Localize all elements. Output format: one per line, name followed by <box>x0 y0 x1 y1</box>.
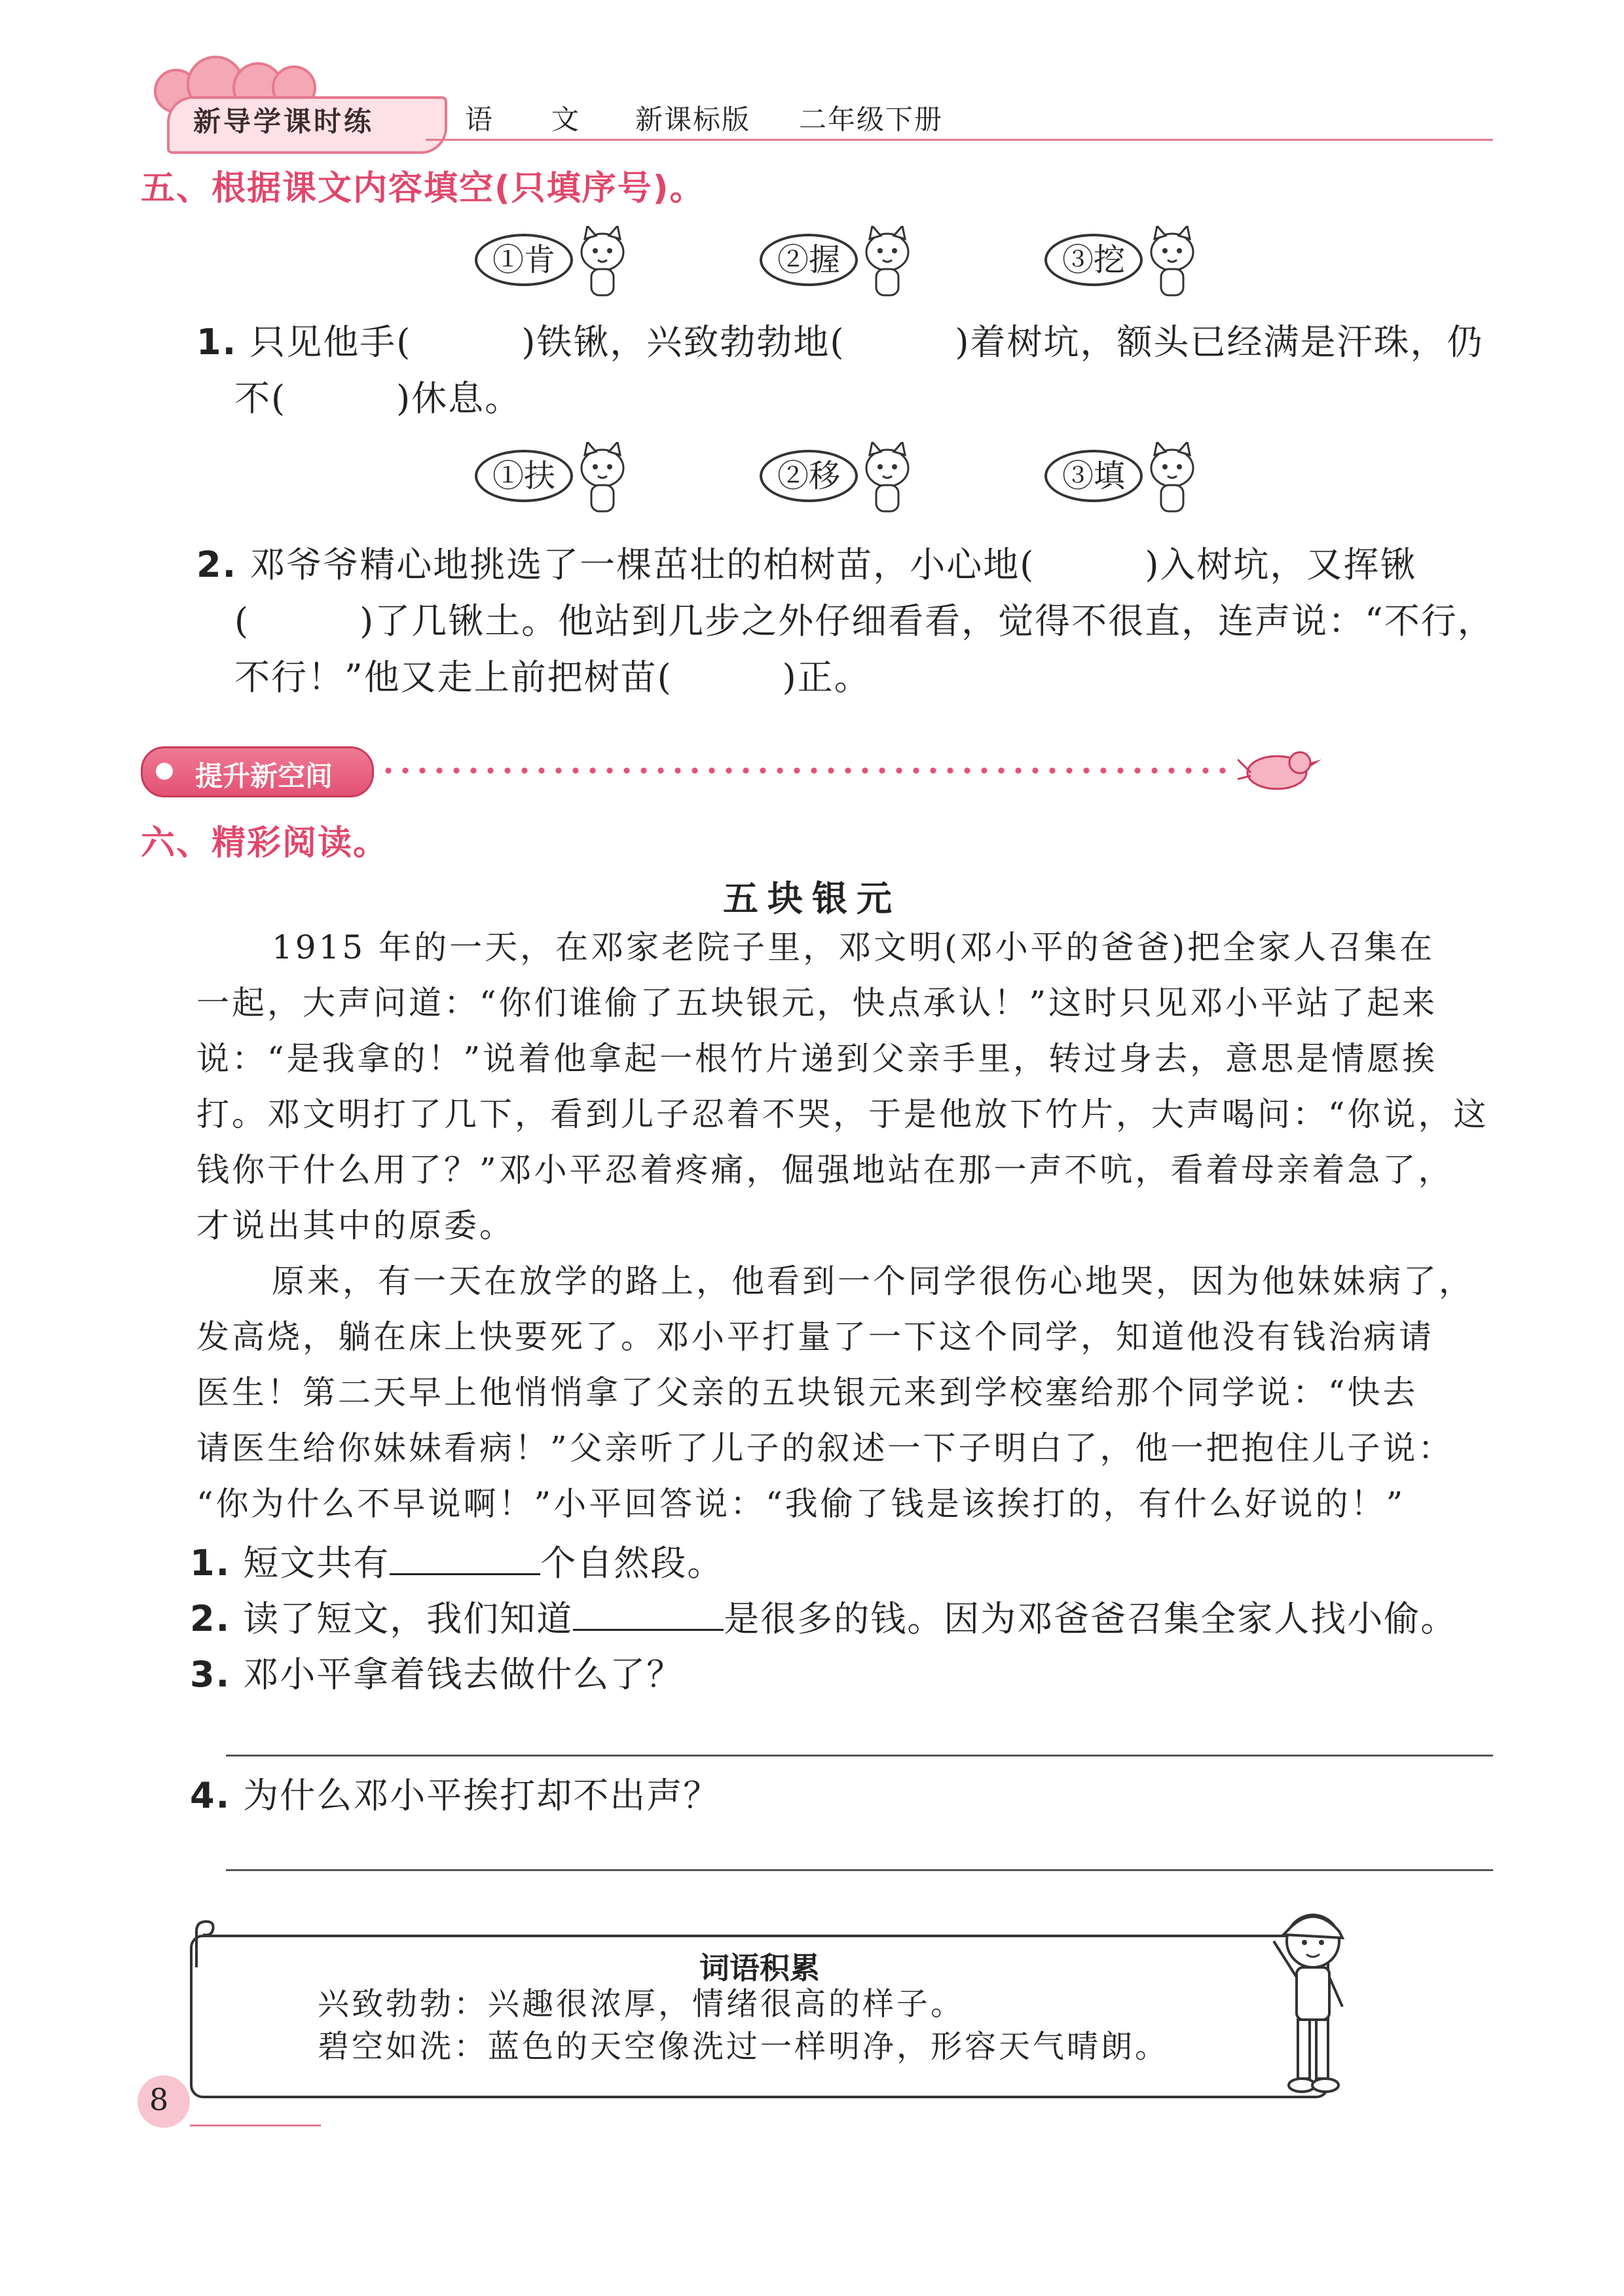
cat-icon <box>858 442 917 514</box>
question-text: 读了短文，我们知道 <box>243 1598 574 1639</box>
question-text: 邓小平拿着钱去做什么了？ <box>243 1654 684 1695</box>
text-line: 医生！第二天早上他悄悄拿了父亲的五块银元来到学校塞给那个同学说：“快去 <box>196 1374 1418 1412</box>
option-3-group2 <box>1044 442 1189 507</box>
header-subject: 语 文 <box>465 103 581 136</box>
text-line: 一起，大声问道：“你们谁偷了五块银元，快点承认！”这时只见邓小平站了起来 <box>196 984 1438 1022</box>
question-number: 1. <box>190 1542 231 1584</box>
answer-line[interactable] <box>226 1869 1493 1871</box>
section-banner <box>141 746 374 797</box>
option-2-group2 <box>760 442 904 507</box>
article-paragraph-1 <box>196 920 1500 1254</box>
question-text: 为什么邓小平挨打却不出声？ <box>243 1775 720 1816</box>
answer-blank[interactable] <box>390 1567 540 1575</box>
vocab-title: 词语积累 <box>699 1950 820 1986</box>
section6-title: 六、精彩阅读。 <box>141 824 389 863</box>
option-label: ①肯 <box>475 234 573 286</box>
text-line: 钱你干什么用了？”邓小平忍着疼痛，倔强地站在那一声不吭，看着母亲着急了， <box>196 1151 1454 1189</box>
option-label: ③挖 <box>1044 234 1143 286</box>
text-line: 才说出其中的原委。 <box>196 1207 515 1245</box>
question-text: 不行！”他又走上前把树苗( )正。 <box>234 657 871 698</box>
page-number: 8 <box>149 2082 169 2117</box>
answer-line[interactable] <box>226 1755 1493 1757</box>
question-text: 短文共有 <box>243 1542 390 1584</box>
header-grade: 二年级下册 <box>799 103 944 136</box>
s6-question-1 <box>190 1535 1500 1592</box>
option-label: ①扶 <box>475 450 573 502</box>
option-label: ②移 <box>760 450 858 502</box>
header-divider <box>426 139 1493 141</box>
cat-icon <box>858 226 917 298</box>
option-2-group1 <box>760 226 904 291</box>
boy-cartoon-icon <box>1270 1902 1356 2098</box>
text-line: 1915 年的一天，在邓家老院子里，邓文明(邓小平的爸爸)把全家人召集在 <box>272 928 1435 966</box>
question-text: 是很多的钱。因为邓爸爸召集全家人找小偷。 <box>724 1598 1458 1639</box>
question-text: 只见他手( )铁锹，兴致勃勃地( )着树坑，额头已经满是汗珠，仍 <box>249 321 1484 363</box>
s5-question-1 <box>196 314 1506 427</box>
article-paragraph-2 <box>196 1254 1500 1532</box>
option-1-group2 <box>475 442 619 507</box>
question-number: 4. <box>190 1775 231 1816</box>
question-text: 邓爷爷精心地挑选了一棵茁壮的柏树苗，小心地( )入树坑，又挥锹 <box>249 544 1417 585</box>
cat-icon <box>1143 442 1202 514</box>
question-number: 3. <box>190 1654 231 1695</box>
cat-icon <box>573 226 632 298</box>
option-3-group1 <box>1044 226 1189 291</box>
vocab-item: 碧空如洗：蓝色的天空像洗过一样明净，形容天气晴朗。 <box>318 2028 1170 2065</box>
s5-question-2 <box>196 537 1506 706</box>
s6-question-4 <box>190 1768 1500 1824</box>
question-text: 个自然段。 <box>540 1542 724 1584</box>
question-text: 不( )休息。 <box>234 378 522 419</box>
logo-text: 新导学课时练 <box>193 105 375 137</box>
bird-decoration-icon <box>1238 740 1323 799</box>
banner-label: 提升新空间 <box>195 760 333 792</box>
header-edition: 新课标版 <box>635 103 751 136</box>
article-title: 五块银元 <box>723 878 901 919</box>
dotted-divider <box>380 767 1231 774</box>
s6-question-3 <box>190 1647 1500 1703</box>
text-line: 请医生给你妹妹看病！”父亲听了儿子的叙述一下子明白了，他一把抱住儿子说： <box>196 1429 1454 1467</box>
question-number: 1. <box>196 321 238 363</box>
text-line: 发高烧，躺在床上快要死了。邓小平打量了一下这个同学，知道他没有钱治病请 <box>196 1318 1434 1356</box>
question-text: ( )了几锹土。他站到几步之外仔细看看，觉得不很直，连声说：“不行， <box>234 600 1494 642</box>
option-label: ③填 <box>1044 450 1143 502</box>
answer-blank[interactable] <box>573 1622 724 1631</box>
question-number: 2. <box>196 544 238 585</box>
text-line: “你为什么不早说啊！”小平回答说：“我偷了钱是该挨打的，有什么好说的！” <box>196 1485 1406 1523</box>
option-1-group1 <box>475 226 619 291</box>
question-number: 2. <box>190 1598 231 1639</box>
text-line: 说：“是我拿的！”说着他拿起一根竹片递到父亲手里，转过身去，意思是情愿挨 <box>196 1040 1438 1078</box>
section5-title: 五、根据课文内容填空(只填序号)。 <box>141 169 705 208</box>
option-label: ②握 <box>760 234 858 286</box>
vocab-item: 兴致勃勃：兴趣很浓厚，情绪很高的样子。 <box>318 1986 965 2022</box>
cat-icon <box>1143 226 1202 298</box>
s6-question-2 <box>190 1591 1500 1647</box>
text-line: 打。邓文明打了几下，看到儿子忍着不哭，于是他放下竹片，大声喝问：“你说，这 <box>196 1095 1489 1133</box>
text-line: 原来，有一天在放学的路上，他看到一个同学很伤心地哭，因为他妹妹病了， <box>272 1262 1474 1300</box>
footer-divider <box>190 2124 321 2126</box>
header-logo <box>141 56 449 154</box>
cat-icon <box>573 442 632 514</box>
